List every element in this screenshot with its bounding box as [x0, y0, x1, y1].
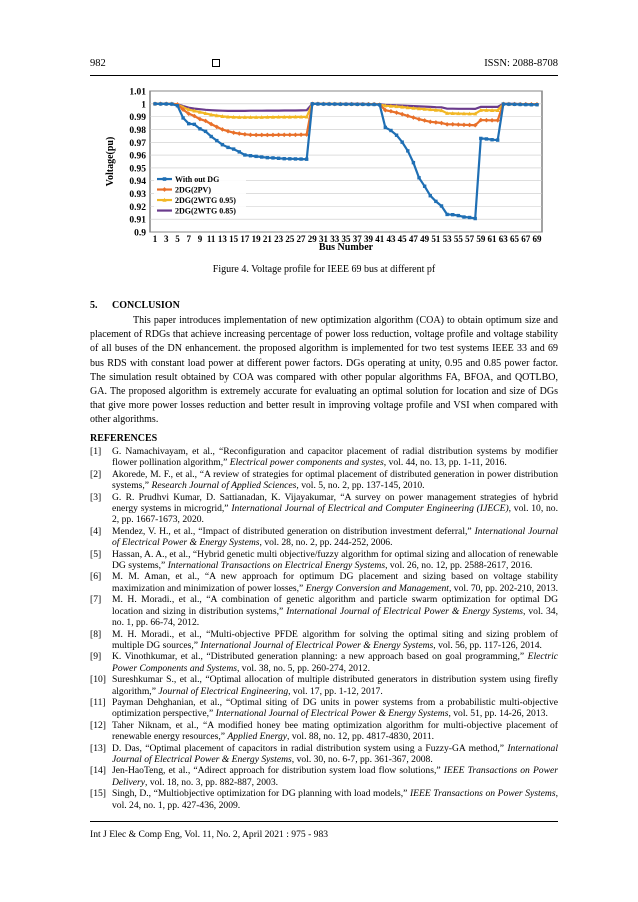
legend-label: 2DG(2WTG 0.85)	[175, 206, 236, 216]
data-point	[266, 156, 269, 159]
y-tick-label: 0.92	[129, 202, 146, 213]
data-point	[462, 215, 465, 218]
reference-item	[90, 651, 558, 674]
header-rule	[90, 75, 558, 76]
x-tick-label: 59	[476, 234, 486, 244]
reference-item	[90, 697, 558, 720]
legend-label: 2DG(2WTG 0.95)	[175, 196, 236, 206]
data-point	[490, 138, 493, 141]
y-tick-label: 0.91	[129, 215, 146, 226]
data-point	[474, 217, 477, 220]
reference-journal: International Transactions on Electrical Energy Systems	[167, 560, 386, 572]
data-point	[176, 104, 179, 107]
reference-number: [14]	[90, 765, 106, 777]
reference-text: M. H. Moradi., et al., “Multi-objective PFDE algorithm for solving the optimal siting and sizing problem of multiple DG sources,”	[112, 628, 558, 651]
data-point	[327, 102, 330, 105]
data-point	[372, 103, 375, 106]
reference-journal: Energy Conversion and Management	[305, 582, 449, 594]
reference-text: Sureshkumar S., et al., “Optimal allocation of multiple distributed generators in distribution system using firefly algorithm,”	[112, 674, 558, 697]
data-point	[181, 116, 184, 119]
data-point	[429, 194, 432, 197]
data-point	[389, 129, 392, 132]
data-point	[445, 213, 448, 216]
conclusion-paragraph: This paper introduces implementation of new optimization algorithm (COA) to obtain optimum size and placement of RDGs that achieve increasing percentage of power loss reduction, voltage profile and voltage stability of all buses of the DN enhancement. the proposed algorithm is implemented for two test systems IEEE 33 and 69 bus RDS with constant load power at different power factors. DGs operating at unity, 0.95 and 0.85 power factor. The simulation result obtained by COA was compared with other popular algorithms FA, BFOA, and QOTLBO, GA. The proposed algorithm is extremely accurate for evaluating an optimal solution for location and size of DGs that give more power losses reduction and better result in improving voltage profile and VSI when compared with other algorithms.	[90, 315, 558, 426]
y-tick-label: 0.95	[129, 164, 146, 175]
figure-caption: Figure 4. Voltage profile for IEEE 69 bus at different pf	[212, 264, 436, 275]
y-tick-label: 0.93	[129, 190, 146, 201]
data-point	[170, 102, 173, 105]
reference-details: , vol. 26, no. 12, pp. 2588-2617, 2016.	[385, 560, 533, 572]
data-point	[221, 143, 224, 146]
data-point	[350, 103, 353, 106]
x-tick-label: 47	[408, 234, 418, 244]
reference-details: , vol. 5, no. 2, pp. 137-145, 2010.	[296, 480, 425, 492]
y-tick-label: 0.94	[129, 177, 146, 188]
reference-journal: Applied Energy	[227, 731, 288, 743]
data-point	[451, 213, 454, 216]
data-point	[423, 185, 426, 188]
data-point	[316, 102, 319, 105]
data-point	[249, 154, 252, 157]
y-tick-label: 0.98	[129, 125, 146, 136]
x-tick-label: 29	[307, 234, 317, 244]
voltage-profile-chart	[92, 80, 552, 250]
reference-item	[90, 469, 558, 492]
reference-details: , vol. 17, pp. 1-12, 2017.	[288, 685, 383, 697]
reference-number: [8]	[90, 628, 102, 640]
reference-journal: International Journal of Electrical Power & Energy Systems	[215, 708, 449, 720]
x-tick-label: 21	[262, 234, 272, 244]
x-tick-label: 53	[442, 234, 452, 244]
reference-item	[90, 629, 558, 652]
page-header	[90, 58, 558, 72]
data-point	[226, 146, 229, 149]
reference-number: [9]	[90, 651, 102, 663]
data-point	[153, 102, 156, 105]
data-point	[288, 157, 291, 160]
data-point	[339, 103, 342, 106]
reference-number: [1]	[90, 446, 102, 457]
x-tick-label: 49	[420, 234, 430, 244]
x-tick-label: 25	[285, 234, 295, 244]
reference-details: , vol. 28, no. 2, pp. 244-252, 2006.	[259, 537, 393, 549]
reference-details: , vol. 30, no. 6-7, pp. 361-367, 2008.	[291, 753, 433, 765]
data-point	[193, 123, 196, 126]
x-tick-label: 65	[510, 234, 520, 244]
data-point	[232, 147, 235, 150]
reference-details: , vol. 56, pp. 117-126, 2014.	[433, 639, 542, 651]
reference-item	[90, 788, 558, 811]
reference-journal: International Journal of Electrical Power & Energy Systems	[200, 639, 434, 651]
y-tick-label: 0.96	[129, 151, 146, 162]
reference-text: Singh, D., “Multiobjective optimization for DG planning with load models,”	[112, 788, 410, 800]
data-point	[322, 102, 325, 105]
x-tick-label: 27	[296, 234, 306, 244]
y-axis-ticks	[129, 88, 146, 239]
reference-details: , vol. 34, no. 1, pp. 66-74, 2012.	[112, 605, 558, 629]
reference-item	[90, 492, 558, 526]
reference-journal: International Journal of Electrical and Computer Engineering (IJECE)	[231, 503, 509, 515]
reference-number: [3]	[90, 491, 102, 503]
data-point	[361, 103, 364, 106]
reference-journal: Journal of Electrical Engineering	[158, 685, 289, 697]
data-point	[530, 103, 533, 106]
section-number: 5.	[90, 300, 98, 311]
checkbox-bullet-icon	[212, 59, 220, 67]
data-point	[400, 140, 403, 143]
y-tick-label: 0.9	[134, 228, 146, 239]
reference-item	[90, 446, 558, 469]
data-point	[283, 157, 286, 160]
x-tick-label: 15	[229, 234, 239, 244]
reference-details: , vol. 24, no. 1, pp. 427-436, 2009.	[112, 788, 559, 811]
data-point	[299, 157, 302, 160]
data-point	[356, 103, 359, 106]
reference-details: , vol. 10, no. 2, pp. 1667-1673, 2020.	[112, 503, 558, 526]
data-point	[367, 103, 370, 106]
reference-number: [2]	[90, 468, 102, 480]
data-point	[524, 103, 527, 106]
reference-journal: Electrical power components and systes	[229, 457, 384, 469]
data-point	[165, 102, 168, 105]
x-tick-label: 3	[163, 234, 169, 244]
reference-text: K. Vinothkumar, et al., “Distributed generation planning: a new approach based on goal programming,”	[112, 651, 528, 663]
reference-number: [13]	[90, 742, 106, 754]
x-tick-label: 39	[363, 234, 373, 244]
reference-journal: International Journal of Electrical Power & Energy Systems	[112, 525, 558, 549]
reference-text: M. H. Moradi., et al., “A combination of genetic algorithm and particle swarm optimization for optimal DG location and sizing in distribution systems,”	[112, 594, 558, 617]
reference-number: [15]	[90, 788, 106, 800]
data-point	[305, 157, 308, 160]
references-list	[90, 446, 558, 811]
x-tick-label: 51	[431, 234, 441, 244]
x-tick-label: 35	[341, 234, 351, 244]
data-point	[468, 216, 471, 219]
reference-details: , vol. 38, no. 5, pp. 260-274, 2012.	[236, 662, 370, 674]
data-point	[378, 103, 381, 106]
journal-issn: ISSN: 2088-8708	[484, 58, 558, 69]
reference-details: , vol. 88, no. 12, pp. 4817-4830, 2011.	[287, 731, 435, 743]
reference-item	[90, 594, 558, 628]
reference-text: M. M. Aman, et al., “A new approach for optimum DG placement and sizing based on voltage stability maximization and minimization of power losses,”	[112, 571, 558, 594]
data-point	[271, 156, 274, 159]
data-point	[333, 102, 336, 105]
y-tick-label: 0.97	[129, 138, 146, 149]
data-point	[479, 137, 482, 140]
data-point	[384, 126, 387, 129]
data-point	[513, 103, 516, 106]
y-tick-label: 1	[141, 100, 146, 111]
legend-label: 2DG(2PV)	[175, 185, 211, 195]
data-point	[535, 103, 538, 106]
data-point	[198, 127, 201, 130]
data-point	[260, 155, 263, 158]
x-tick-label: 7	[186, 234, 191, 244]
data-point	[440, 204, 443, 207]
x-axis-label: Bus Number	[318, 242, 374, 250]
reference-number: [7]	[90, 594, 102, 606]
legend-marker	[163, 177, 167, 181]
reference-journal: Electric Power Components and Systems	[112, 651, 558, 674]
section-title: CONCLUSION	[112, 300, 180, 311]
data-point	[311, 102, 314, 105]
reference-text: D. Das, “Optimal placement of capacitors in radial distribution system using a Fuzzy-GA method,”	[112, 742, 508, 754]
x-tick-label: 57	[465, 234, 475, 244]
reference-item	[90, 765, 558, 788]
data-point	[485, 137, 488, 140]
reference-text: Payman Dehghanian, et al., “Optimal siting of DG units in power systems from a probabilistic multi-objective optimization perspective,”	[112, 696, 558, 720]
data-point	[457, 214, 460, 217]
data-point	[243, 153, 246, 156]
x-tick-label: 67	[521, 234, 531, 244]
reference-text: Jen-HaoTeng, et al., “Adirect approach for distribution system load flow solutions,”	[112, 765, 444, 777]
data-point	[417, 176, 420, 179]
reference-text: Taher Niknam, et al., “A modified honey bee mating optimization algorithm for multi-objective placement of renewable energy resources,”	[112, 719, 558, 743]
reference-journal: IEEE Transactions on Power Systems	[409, 788, 556, 800]
section-heading	[90, 300, 180, 311]
reference-details: , vol. 51, pp. 14-26, 2013.	[448, 708, 548, 720]
x-tick-label: 37	[352, 234, 362, 244]
reference-text: G. R. Prudhvi Kumar, D. Sattianadan, K. Vijayakumar, “A survey on power management strategies of hybrid energy systems in microgrid,”	[112, 491, 558, 515]
x-tick-label: 61	[487, 234, 497, 244]
x-tick-label: 63	[498, 234, 508, 244]
x-tick-label: 1	[152, 234, 158, 244]
x-tick-label: 23	[274, 234, 284, 244]
x-tick-label: 55	[453, 234, 463, 244]
y-axis-label: Voltage(pu)	[105, 136, 116, 187]
data-point	[215, 139, 218, 142]
reference-item	[90, 526, 558, 549]
reference-number: [12]	[90, 719, 106, 731]
data-point	[294, 157, 297, 160]
x-tick-label: 17	[240, 234, 250, 244]
reference-journal: International Journal of Electrical Power & Energy Systems	[286, 605, 523, 617]
data-point	[344, 103, 347, 106]
reference-journal: Research Journal of Applied Sciences	[151, 480, 297, 492]
x-tick-label: 13	[217, 234, 227, 244]
reference-number: [10]	[90, 674, 106, 686]
x-tick-label: 11	[206, 234, 216, 244]
reference-number: [11]	[90, 696, 106, 708]
data-point	[496, 138, 499, 141]
data-point	[406, 149, 409, 152]
reference-journal: IEEE Transactions on Power Delivery	[112, 765, 558, 788]
reference-item	[90, 571, 558, 594]
references-heading: REFERENCES	[90, 433, 158, 444]
y-tick-label: 1.01	[129, 87, 146, 98]
footer-rule	[90, 821, 558, 822]
x-tick-label: 43	[386, 234, 396, 244]
reference-details: , vol. 18, no. 3, pp. 882-887, 2003.	[145, 776, 279, 788]
x-tick-label: 9	[197, 234, 203, 244]
page-number: 982	[90, 58, 106, 69]
reference-item	[90, 549, 558, 572]
x-tick-label: 69	[532, 234, 542, 244]
data-point	[159, 102, 162, 105]
data-point	[434, 200, 437, 203]
reference-details: , vol. 44, no. 13, pp. 1-11, 2016.	[383, 457, 507, 469]
legend-label: With out DG	[175, 175, 220, 185]
reference-item	[90, 743, 558, 766]
data-point	[412, 161, 415, 164]
data-point	[502, 102, 505, 105]
reference-item	[90, 674, 558, 697]
reference-text: Akorede, M. F., et al., “A review of strategies for optimal placement of distributed generation in power distribution systems,”	[112, 468, 558, 492]
x-tick-label: 5	[175, 234, 180, 244]
data-point	[254, 155, 257, 158]
data-point	[238, 150, 241, 153]
chart-legend	[154, 171, 246, 217]
reference-item	[90, 720, 558, 743]
y-tick-label: 0.99	[129, 113, 146, 124]
data-point	[209, 135, 212, 138]
data-point	[187, 122, 190, 125]
x-tick-label: 33	[330, 234, 340, 244]
x-tick-label: 31	[319, 234, 329, 244]
reference-number: [5]	[90, 548, 102, 560]
reference-text: G. Namachivayam, et al., “Reconfiguration and capacitor placement of radial distribution systems by modifier flower pollination algorithm,”	[112, 446, 558, 469]
reference-number: [4]	[90, 525, 102, 537]
reference-text: Mendez, V. H., et al., “Impact of distributed generation on distribution investment deferral,”	[112, 525, 475, 537]
data-point	[395, 134, 398, 137]
data-point	[518, 103, 521, 106]
data-point	[277, 157, 280, 160]
data-point	[204, 130, 207, 133]
x-tick-label: 41	[375, 234, 385, 244]
page-footer: Int J Elec & Comp Eng, Vol. 11, No. 2, April 2021 : 975 - 983	[90, 829, 329, 840]
data-point	[507, 103, 510, 106]
x-tick-label: 19	[251, 234, 261, 244]
reference-details: , vol. 70, pp. 202-210, 2013.	[448, 582, 558, 594]
reference-number: [6]	[90, 571, 102, 583]
reference-journal: International Journal of Electrical Power & Energy Systems	[112, 742, 558, 765]
x-tick-label: 45	[397, 234, 407, 244]
reference-text: Hassan, A. A., et al., “Hybrid genetic multi objective/fuzzy algorithm for optimal sizing and allocation of renewable DG systems,”	[112, 548, 558, 572]
